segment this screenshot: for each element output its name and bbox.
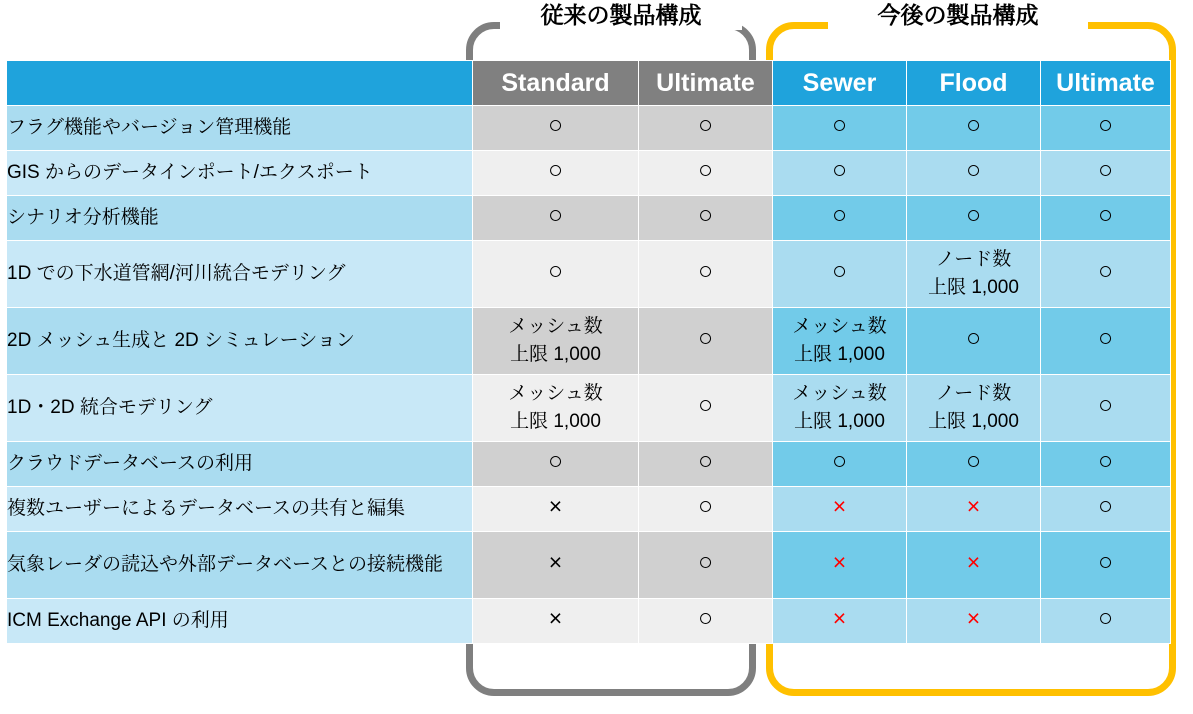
circle-icon: ○	[965, 324, 982, 353]
cell-standard	[473, 106, 639, 151]
limit-note: メッシュ数	[508, 315, 603, 337]
circle-icon: ○	[1097, 604, 1114, 633]
cross-icon: ×	[832, 604, 847, 631]
circle-icon: ○	[697, 257, 714, 286]
circle-icon: ○	[831, 447, 848, 476]
table-row	[7, 308, 1171, 375]
table-row	[7, 487, 1171, 532]
circle-icon: ○	[965, 111, 982, 140]
cross-icon: ×	[966, 492, 981, 519]
cell-sewer	[773, 196, 907, 241]
limit-note: メッシュ数	[792, 315, 887, 337]
cell-sewer	[773, 106, 907, 151]
cell-flood	[907, 308, 1041, 375]
cell-ultimate-new	[1041, 532, 1171, 599]
cell-ultimate-old	[639, 196, 773, 241]
circle-icon: ○	[697, 604, 714, 633]
cell-ultimate-old	[639, 308, 773, 375]
feature-label: ICM Exchange API の利用	[7, 599, 473, 644]
table-row	[7, 241, 1171, 308]
cell-flood	[907, 599, 1041, 644]
circle-icon: ○	[697, 111, 714, 140]
limit-note: ノード数	[935, 248, 1012, 270]
circle-icon: ○	[697, 548, 714, 577]
limit-note: 上限 1,000	[510, 411, 601, 432]
group-label-future: 今後の製品構成	[828, 0, 1088, 30]
circle-icon: ○	[547, 257, 564, 286]
cell-standard	[473, 308, 639, 375]
circle-icon: ○	[965, 201, 982, 230]
limit-note: メッシュ数	[792, 382, 887, 404]
circle-icon: ○	[831, 201, 848, 230]
cell-flood	[907, 375, 1041, 442]
limit-note: メッシュ数	[508, 382, 603, 404]
cell-standard	[473, 241, 639, 308]
table-row	[7, 196, 1171, 241]
header-flood: Flood	[907, 61, 1041, 106]
circle-icon: ○	[697, 492, 714, 521]
cell-sewer	[773, 151, 907, 196]
header-sewer: Sewer	[773, 61, 907, 106]
circle-icon: ○	[1097, 447, 1114, 476]
cell-standard	[473, 196, 639, 241]
feature-label: GIS からのデータインポート/エクスポート	[7, 151, 473, 196]
cell-ultimate-new	[1041, 375, 1171, 442]
table-row	[7, 151, 1171, 196]
cell-ultimate-new	[1041, 599, 1171, 644]
cell-standard	[473, 487, 639, 532]
cell-ultimate-new	[1041, 442, 1171, 487]
group-label-legacy: 従来の製品構成	[500, 0, 742, 30]
limit-note: 上限 1,000	[928, 411, 1019, 432]
circle-icon: ○	[697, 447, 714, 476]
limit-note: 上限 1,000	[794, 411, 885, 432]
cross-icon: ×	[548, 492, 563, 519]
cell-ultimate-old	[639, 241, 773, 308]
cell-ultimate-new	[1041, 196, 1171, 241]
table-row	[7, 532, 1171, 599]
cell-standard	[473, 599, 639, 644]
circle-icon: ○	[547, 111, 564, 140]
circle-icon: ○	[547, 201, 564, 230]
cross-icon: ×	[832, 548, 847, 575]
circle-icon: ○	[547, 447, 564, 476]
feature-comparison-table	[6, 60, 1171, 644]
cell-ultimate-old	[639, 151, 773, 196]
cell-standard	[473, 442, 639, 487]
circle-icon: ○	[1097, 201, 1114, 230]
limit-note: 上限 1,000	[928, 277, 1019, 298]
circle-icon: ○	[1097, 548, 1114, 577]
table-row	[7, 375, 1171, 442]
cell-standard	[473, 532, 639, 599]
cell-flood	[907, 151, 1041, 196]
feature-label: 気象レーダの読込や外部データベースとの接続機能	[7, 532, 473, 599]
feature-label: フラグ機能やバージョン管理機能	[7, 106, 473, 151]
cell-flood	[907, 532, 1041, 599]
cell-ultimate-new	[1041, 106, 1171, 151]
feature-label: 1D での下水道管網/河川統合モデリング	[7, 241, 473, 308]
cell-sewer	[773, 442, 907, 487]
table-row	[7, 599, 1171, 644]
circle-icon: ○	[697, 156, 714, 185]
cell-ultimate-new	[1041, 151, 1171, 196]
header-standard: Standard	[473, 61, 639, 106]
circle-icon: ○	[697, 201, 714, 230]
cell-ultimate-new	[1041, 241, 1171, 308]
cell-ultimate-old	[639, 532, 773, 599]
cross-icon: ×	[548, 548, 563, 575]
cell-ultimate-new	[1041, 487, 1171, 532]
circle-icon: ○	[697, 391, 714, 420]
table-body	[7, 106, 1171, 644]
cross-icon: ×	[966, 548, 981, 575]
feature-label: 2D メッシュ生成と 2D シミュレーション	[7, 308, 473, 375]
cross-icon: ×	[966, 604, 981, 631]
cross-icon: ×	[832, 492, 847, 519]
cell-ultimate-new	[1041, 308, 1171, 375]
cell-flood	[907, 196, 1041, 241]
limit-note: 上限 1,000	[510, 344, 601, 365]
cell-flood	[907, 106, 1041, 151]
cell-flood	[907, 487, 1041, 532]
feature-label: クラウドデータベースの利用	[7, 442, 473, 487]
cell-sewer	[773, 532, 907, 599]
cell-ultimate-old	[639, 106, 773, 151]
circle-icon: ○	[831, 156, 848, 185]
cell-standard	[473, 151, 639, 196]
feature-label: 1D・2D 統合モデリング	[7, 375, 473, 442]
limit-note: 上限 1,000	[794, 344, 885, 365]
cross-icon: ×	[548, 604, 563, 631]
cell-sewer	[773, 487, 907, 532]
circle-icon: ○	[697, 324, 714, 353]
circle-icon: ○	[547, 156, 564, 185]
table-row	[7, 106, 1171, 151]
header-ultimate-future: Ultimate	[1041, 61, 1171, 106]
circle-icon: ○	[965, 447, 982, 476]
cell-ultimate-old	[639, 487, 773, 532]
circle-icon: ○	[1097, 391, 1114, 420]
cell-sewer	[773, 308, 907, 375]
cell-ultimate-old	[639, 442, 773, 487]
feature-label: シナリオ分析機能	[7, 196, 473, 241]
cell-flood	[907, 241, 1041, 308]
circle-icon: ○	[1097, 492, 1114, 521]
circle-icon: ○	[965, 156, 982, 185]
cell-standard	[473, 375, 639, 442]
circle-icon: ○	[1097, 257, 1114, 286]
feature-label: 複数ユーザーによるデータベースの共有と編集	[7, 487, 473, 532]
circle-icon: ○	[831, 257, 848, 286]
header-ultimate-legacy: Ultimate	[639, 61, 773, 106]
cell-sewer	[773, 241, 907, 308]
header-feature	[7, 61, 473, 106]
limit-note: ノード数	[935, 382, 1012, 404]
circle-icon: ○	[1097, 111, 1114, 140]
table-header-row	[7, 61, 1171, 106]
cell-ultimate-old	[639, 375, 773, 442]
cell-flood	[907, 442, 1041, 487]
circle-icon: ○	[831, 111, 848, 140]
cell-sewer	[773, 599, 907, 644]
circle-icon: ○	[1097, 324, 1114, 353]
cell-ultimate-old	[639, 599, 773, 644]
circle-icon: ○	[1097, 156, 1114, 185]
cell-sewer	[773, 375, 907, 442]
table-row	[7, 442, 1171, 487]
